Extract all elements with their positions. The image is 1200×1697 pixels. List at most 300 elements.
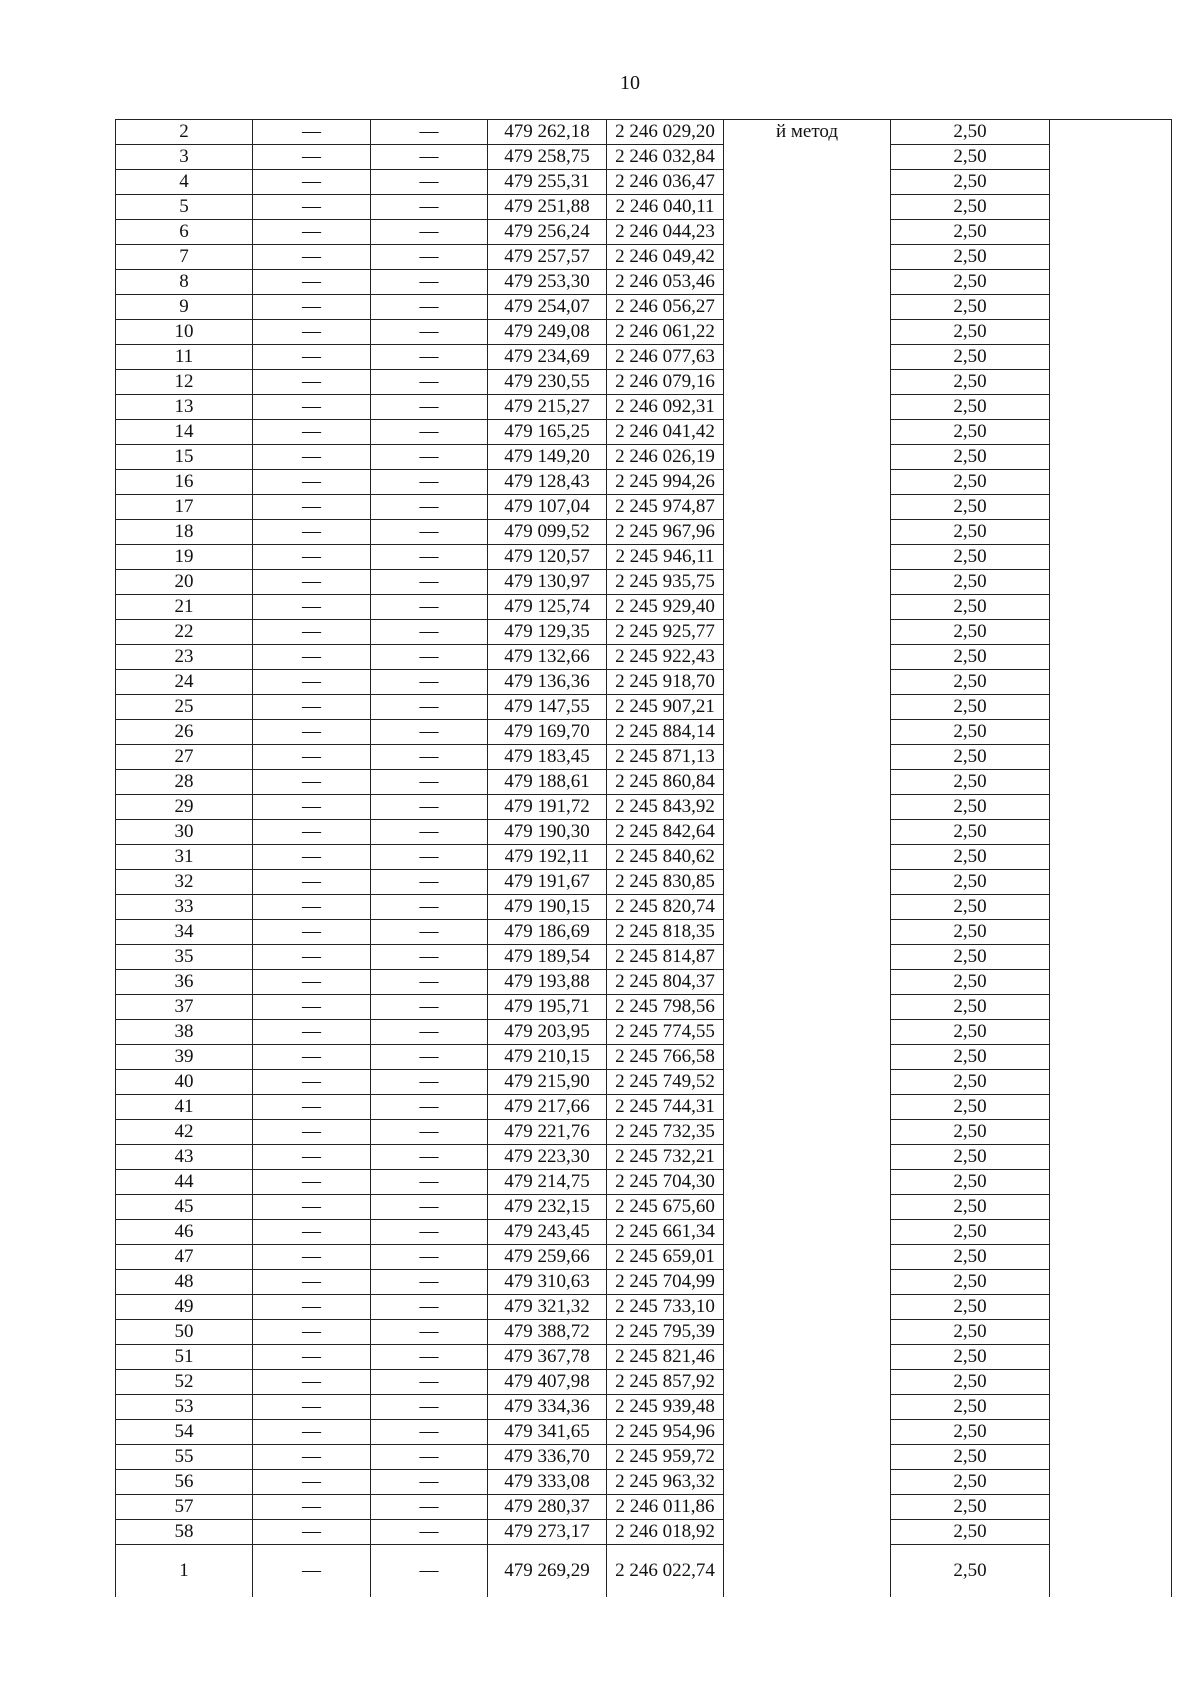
coordinate-y-cell: 2 246 032,84 — [607, 145, 724, 170]
coordinate-x-cell: 479 232,15 — [488, 1195, 607, 1220]
dash-cell-a: — — [253, 945, 371, 970]
dash-cell-b: — — [371, 145, 488, 170]
coordinate-x-cell: 479 259,66 — [488, 1245, 607, 1270]
point-number-cell: 13 — [116, 395, 253, 420]
dash-cell-a: — — [253, 1320, 371, 1345]
table-row — [116, 470, 1172, 495]
dash-cell-a: — — [253, 770, 371, 795]
table-row — [116, 595, 1172, 620]
accuracy-value-cell: 2,50 — [891, 620, 1050, 645]
accuracy-value-cell: 2,50 — [891, 370, 1050, 395]
accuracy-value-cell: 2,50 — [891, 195, 1050, 220]
coordinate-y-cell: 2 245 922,43 — [607, 645, 724, 670]
page-number: 10 — [620, 72, 640, 94]
coordinate-x-cell: 479 321,32 — [488, 1295, 607, 1320]
dash-cell-a: — — [253, 545, 371, 570]
accuracy-value-cell: 2,50 — [891, 645, 1050, 670]
accuracy-value-cell: 2,50 — [891, 720, 1050, 745]
table-row — [116, 1445, 1172, 1470]
dash-cell-b: — — [371, 395, 488, 420]
table-row — [116, 1070, 1172, 1095]
dash-cell-b: — — [371, 645, 488, 670]
coordinate-x-cell: 479 136,36 — [488, 670, 607, 695]
point-number-cell: 47 — [116, 1245, 253, 1270]
dash-cell-a: — — [253, 995, 371, 1020]
point-number-cell: 14 — [116, 420, 253, 445]
dash-cell-a: — — [253, 1195, 371, 1220]
accuracy-value-cell: 2,50 — [891, 545, 1050, 570]
table-row — [116, 995, 1172, 1020]
dash-cell-a: — — [253, 1070, 371, 1095]
table-row — [116, 1120, 1172, 1145]
table-row — [116, 395, 1172, 420]
table-row — [116, 1470, 1172, 1495]
dash-cell-a: — — [253, 1095, 371, 1120]
accuracy-value-cell: 2,50 — [891, 1095, 1050, 1120]
accuracy-value-cell: 2,50 — [891, 1370, 1050, 1395]
coordinate-x-cell: 479 234,69 — [488, 345, 607, 370]
dash-cell-a: — — [253, 820, 371, 845]
accuracy-value-cell: 2,50 — [891, 920, 1050, 945]
coordinate-y-cell: 2 245 939,48 — [607, 1395, 724, 1420]
coordinate-y-cell: 2 245 744,31 — [607, 1095, 724, 1120]
coordinate-y-cell: 2 245 732,21 — [607, 1145, 724, 1170]
coordinate-y-cell: 2 245 860,84 — [607, 770, 724, 795]
point-number-cell: 25 — [116, 695, 253, 720]
coordinate-y-cell: 2 245 871,13 — [607, 745, 724, 770]
coordinate-x-cell: 479 221,76 — [488, 1120, 607, 1145]
accuracy-value-cell: 2,50 — [891, 1245, 1050, 1270]
dash-cell-a: — — [253, 470, 371, 495]
dash-cell-b: — — [371, 1070, 488, 1095]
accuracy-value-cell: 2,50 — [891, 745, 1050, 770]
coordinate-x-cell: 479 388,72 — [488, 1320, 607, 1345]
coordinate-x-cell: 479 215,90 — [488, 1070, 607, 1095]
accuracy-value-cell: 2,50 — [891, 420, 1050, 445]
coordinate-x-cell: 479 129,35 — [488, 620, 607, 645]
accuracy-value-cell: 2,50 — [891, 145, 1050, 170]
coordinate-x-cell: 479 214,75 — [488, 1170, 607, 1195]
dash-cell-b: — — [371, 1220, 488, 1245]
dash-cell-b: — — [371, 295, 488, 320]
coordinate-x-cell: 479 254,07 — [488, 295, 607, 320]
coordinate-y-cell: 2 245 818,35 — [607, 920, 724, 945]
dash-cell-a: — — [253, 370, 371, 395]
coordinate-x-cell: 479 193,88 — [488, 970, 607, 995]
accuracy-value-cell: 2,50 — [891, 1345, 1050, 1370]
point-number-cell: 17 — [116, 495, 253, 520]
dash-cell-a: — — [253, 1345, 371, 1370]
dash-cell-b: — — [371, 270, 488, 295]
dash-cell-b: — — [371, 745, 488, 770]
dash-cell-b: — — [371, 1345, 488, 1370]
table-row — [116, 1395, 1172, 1420]
dash-cell-a: — — [253, 1120, 371, 1145]
coordinate-x-cell: 479 203,95 — [488, 1020, 607, 1045]
point-number-cell: 45 — [116, 1195, 253, 1220]
dash-cell-b: — — [371, 220, 488, 245]
point-number-cell: 29 — [116, 795, 253, 820]
point-number-cell: 18 — [116, 520, 253, 545]
coordinate-y-cell: 2 245 925,77 — [607, 620, 724, 645]
dash-cell-a: — — [253, 620, 371, 645]
point-number-cell: 6 — [116, 220, 253, 245]
dash-cell-a: — — [253, 1295, 371, 1320]
accuracy-value-cell: 2,50 — [891, 395, 1050, 420]
coordinate-x-cell: 479 262,18 — [488, 120, 607, 145]
point-number-cell: 58 — [116, 1520, 253, 1545]
point-number-cell: 54 — [116, 1420, 253, 1445]
coordinate-x-cell: 479 310,63 — [488, 1270, 607, 1295]
dash-cell-a: — — [253, 595, 371, 620]
coordinate-x-cell: 479 243,45 — [488, 1220, 607, 1245]
dash-cell-b: — — [371, 1170, 488, 1195]
accuracy-value-cell: 2,50 — [891, 1170, 1050, 1195]
accuracy-value-cell: 2,50 — [891, 1045, 1050, 1070]
table-row — [116, 745, 1172, 770]
accuracy-value-cell: 2,50 — [891, 295, 1050, 320]
accuracy-value-cell: 2,50 — [891, 795, 1050, 820]
dash-cell-b: — — [371, 470, 488, 495]
dash-cell-b: — — [371, 820, 488, 845]
point-number-cell: 3 — [116, 145, 253, 170]
table-row — [116, 345, 1172, 370]
accuracy-value-cell: 2,50 — [891, 1445, 1050, 1470]
table-row — [116, 520, 1172, 545]
coordinate-x-cell: 479 223,30 — [488, 1145, 607, 1170]
coordinate-y-cell: 2 245 704,30 — [607, 1170, 724, 1195]
coordinate-y-cell: 2 245 842,64 — [607, 820, 724, 845]
coordinate-x-cell: 479 257,57 — [488, 245, 607, 270]
dash-cell-a: — — [253, 570, 371, 595]
accuracy-value-cell: 2,50 — [891, 245, 1050, 270]
coordinate-y-cell: 2 245 918,70 — [607, 670, 724, 695]
dash-cell-b: — — [371, 895, 488, 920]
point-number-cell: 37 — [116, 995, 253, 1020]
table-row — [116, 1045, 1172, 1070]
accuracy-value-cell: 2,50 — [891, 595, 1050, 620]
point-number-cell: 7 — [116, 245, 253, 270]
dash-cell-b: — — [371, 695, 488, 720]
table-row — [116, 445, 1172, 470]
dash-cell-b: — — [371, 170, 488, 195]
dash-cell-b: — — [371, 495, 488, 520]
coordinates-table — [115, 119, 1172, 1597]
dash-cell-b: — — [371, 370, 488, 395]
dash-cell-b: — — [371, 1195, 488, 1220]
table-row — [116, 545, 1172, 570]
coordinate-y-cell: 2 245 959,72 — [607, 1445, 724, 1470]
dash-cell-b: — — [371, 420, 488, 445]
dash-cell-b: — — [371, 845, 488, 870]
point-number-cell: 50 — [116, 1320, 253, 1345]
point-number-cell: 26 — [116, 720, 253, 745]
dash-cell-a: — — [253, 220, 371, 245]
dash-cell-a: — — [253, 695, 371, 720]
table-row — [116, 870, 1172, 895]
coordinate-x-cell: 479 169,70 — [488, 720, 607, 745]
point-number-cell: 57 — [116, 1495, 253, 1520]
accuracy-value-cell: 2,50 — [891, 1395, 1050, 1420]
table-row — [116, 1495, 1172, 1520]
coordinate-x-cell: 479 186,69 — [488, 920, 607, 945]
dash-cell-b: — — [371, 670, 488, 695]
coordinate-x-cell: 479 192,11 — [488, 845, 607, 870]
accuracy-value-cell: 2,50 — [891, 1320, 1050, 1345]
table-row — [116, 1095, 1172, 1120]
point-number-cell: 5 — [116, 195, 253, 220]
accuracy-value-cell: 2,50 — [891, 220, 1050, 245]
accuracy-value-cell: 2,50 — [891, 570, 1050, 595]
coordinate-y-cell: 2 245 661,34 — [607, 1220, 724, 1245]
dash-cell-b: — — [371, 945, 488, 970]
dash-cell-a: — — [253, 1220, 371, 1245]
accuracy-value-cell: 2,50 — [891, 170, 1050, 195]
dash-cell-a: — — [253, 1420, 371, 1445]
coordinate-y-cell: 2 245 857,92 — [607, 1370, 724, 1395]
coordinate-y-cell: 2 246 036,47 — [607, 170, 724, 195]
coordinate-x-cell: 479 195,71 — [488, 995, 607, 1020]
point-number-cell: 52 — [116, 1370, 253, 1395]
point-number-cell: 56 — [116, 1470, 253, 1495]
point-number-cell: 43 — [116, 1145, 253, 1170]
coordinate-x-cell: 479 132,66 — [488, 645, 607, 670]
coordinate-x-cell: 479 217,66 — [488, 1095, 607, 1120]
accuracy-value-cell: 2,50 — [891, 495, 1050, 520]
point-number-cell: 53 — [116, 1395, 253, 1420]
accuracy-value-cell: 2,50 — [891, 1270, 1050, 1295]
coordinate-y-cell: 2 245 749,52 — [607, 1070, 724, 1095]
coordinate-x-cell: 479 191,72 — [488, 795, 607, 820]
table-row — [116, 170, 1172, 195]
point-number-cell: 1 — [116, 1545, 253, 1598]
point-number-cell: 21 — [116, 595, 253, 620]
table-row — [116, 795, 1172, 820]
accuracy-value-cell: 2,50 — [891, 320, 1050, 345]
table-row — [116, 720, 1172, 745]
table-row — [116, 820, 1172, 845]
point-number-cell: 51 — [116, 1345, 253, 1370]
table-row — [116, 1220, 1172, 1245]
accuracy-value-cell: 2,50 — [891, 670, 1050, 695]
point-number-cell: 44 — [116, 1170, 253, 1195]
dash-cell-b: — — [371, 1320, 488, 1345]
dash-cell-b: — — [371, 1470, 488, 1495]
point-number-cell: 55 — [116, 1445, 253, 1470]
coordinate-y-cell: 2 245 704,99 — [607, 1270, 724, 1295]
dash-cell-a: — — [253, 920, 371, 945]
coordinate-y-cell: 2 246 011,86 — [607, 1495, 724, 1520]
dash-cell-b: — — [371, 595, 488, 620]
table-row — [116, 1345, 1172, 1370]
dash-cell-a: — — [253, 1520, 371, 1545]
point-number-cell: 16 — [116, 470, 253, 495]
table-row — [116, 695, 1172, 720]
accuracy-value-cell: 2,50 — [891, 1070, 1050, 1095]
dash-cell-b: — — [371, 920, 488, 945]
table-row — [116, 620, 1172, 645]
dash-cell-a: — — [253, 1245, 371, 1270]
dash-cell-a: — — [253, 1045, 371, 1070]
coordinate-y-cell: 2 245 840,62 — [607, 845, 724, 870]
point-number-cell: 28 — [116, 770, 253, 795]
dash-cell-a: — — [253, 720, 371, 745]
coordinate-x-cell: 479 125,74 — [488, 595, 607, 620]
dash-cell-b: — — [371, 195, 488, 220]
point-number-cell: 33 — [116, 895, 253, 920]
coordinate-y-cell: 2 245 766,58 — [607, 1045, 724, 1070]
point-number-cell: 36 — [116, 970, 253, 995]
accuracy-value-cell: 2,50 — [891, 1545, 1050, 1598]
dash-cell-b: — — [371, 1370, 488, 1395]
accuracy-value-cell: 2,50 — [891, 870, 1050, 895]
dash-cell-a: — — [253, 745, 371, 770]
coordinate-x-cell: 479 215,27 — [488, 395, 607, 420]
coordinate-x-cell: 479 189,54 — [488, 945, 607, 970]
point-number-cell: 30 — [116, 820, 253, 845]
table-row — [116, 845, 1172, 870]
table-row — [116, 320, 1172, 345]
coordinate-y-cell: 2 245 974,87 — [607, 495, 724, 520]
coordinate-y-cell: 2 246 029,20 — [607, 120, 724, 145]
accuracy-value-cell: 2,50 — [891, 1020, 1050, 1045]
table-row — [116, 1320, 1172, 1345]
coordinate-x-cell: 479 255,31 — [488, 170, 607, 195]
coordinate-y-cell: 2 245 821,46 — [607, 1345, 724, 1370]
coordinate-y-cell: 2 245 884,14 — [607, 720, 724, 745]
coordinate-y-cell: 2 245 798,56 — [607, 995, 724, 1020]
table-row — [116, 195, 1172, 220]
dash-cell-a: — — [253, 1270, 371, 1295]
table-row — [116, 895, 1172, 920]
accuracy-value-cell: 2,50 — [891, 120, 1050, 145]
table-row — [116, 420, 1172, 445]
dash-cell-a: — — [253, 320, 371, 345]
coordinate-x-cell: 479 210,15 — [488, 1045, 607, 1070]
table-row — [116, 645, 1172, 670]
table-row — [116, 1145, 1172, 1170]
coordinate-x-cell: 479 128,43 — [488, 470, 607, 495]
table-row — [116, 1270, 1172, 1295]
table-row — [116, 1370, 1172, 1395]
table-row — [116, 1170, 1172, 1195]
dash-cell-b: — — [371, 1395, 488, 1420]
dash-cell-a: — — [253, 170, 371, 195]
point-number-cell: 31 — [116, 845, 253, 870]
point-number-cell: 32 — [116, 870, 253, 895]
point-number-cell: 22 — [116, 620, 253, 645]
coordinate-y-cell: 2 246 053,46 — [607, 270, 724, 295]
coordinate-y-cell: 2 245 929,40 — [607, 595, 724, 620]
dash-cell-a: — — [253, 245, 371, 270]
coordinate-y-cell: 2 245 804,37 — [607, 970, 724, 995]
accuracy-value-cell: 2,50 — [891, 820, 1050, 845]
coordinate-x-cell: 479 230,55 — [488, 370, 607, 395]
dash-cell-b: — — [371, 320, 488, 345]
table-row — [116, 570, 1172, 595]
point-number-cell: 40 — [116, 1070, 253, 1095]
coordinate-x-cell: 479 147,55 — [488, 695, 607, 720]
coordinate-x-cell: 479 165,25 — [488, 420, 607, 445]
point-number-cell: 48 — [116, 1270, 253, 1295]
point-number-cell: 4 — [116, 170, 253, 195]
table-row — [116, 970, 1172, 995]
coordinate-x-cell: 479 407,98 — [488, 1370, 607, 1395]
dash-cell-a: — — [253, 270, 371, 295]
coordinate-y-cell: 2 245 795,39 — [607, 1320, 724, 1345]
coordinates-table-body — [116, 120, 1172, 1598]
coordinate-x-cell: 479 099,52 — [488, 520, 607, 545]
accuracy-value-cell: 2,50 — [891, 1145, 1050, 1170]
coordinate-y-cell: 2 245 830,85 — [607, 870, 724, 895]
dash-cell-b: — — [371, 970, 488, 995]
table-row — [116, 1195, 1172, 1220]
point-number-cell: 49 — [116, 1295, 253, 1320]
dash-cell-a: — — [253, 895, 371, 920]
dash-cell-a: — — [253, 1170, 371, 1195]
accuracy-value-cell: 2,50 — [891, 895, 1050, 920]
coordinate-x-cell: 479 336,70 — [488, 1445, 607, 1470]
coordinate-y-cell: 2 245 967,96 — [607, 520, 724, 545]
coordinate-y-cell: 2 245 733,10 — [607, 1295, 724, 1320]
coordinate-y-cell: 2 245 946,11 — [607, 545, 724, 570]
coordinate-y-cell: 2 245 820,74 — [607, 895, 724, 920]
coordinate-y-cell: 2 245 954,96 — [607, 1420, 724, 1445]
coordinate-y-cell: 2 245 732,35 — [607, 1120, 724, 1145]
dash-cell-b: — — [371, 1270, 488, 1295]
coordinate-x-cell: 479 191,67 — [488, 870, 607, 895]
coordinate-x-cell: 479 190,30 — [488, 820, 607, 845]
accuracy-value-cell: 2,50 — [891, 970, 1050, 995]
coordinate-x-cell: 479 269,29 — [488, 1545, 607, 1598]
accuracy-value-cell: 2,50 — [891, 1520, 1050, 1545]
accuracy-value-cell: 2,50 — [891, 1495, 1050, 1520]
point-number-cell: 8 — [116, 270, 253, 295]
coordinate-x-cell: 479 251,88 — [488, 195, 607, 220]
point-number-cell: 41 — [116, 1095, 253, 1120]
coordinate-y-cell: 2 246 018,92 — [607, 1520, 724, 1545]
coordinate-x-cell: 479 130,97 — [488, 570, 607, 595]
point-number-cell: 10 — [116, 320, 253, 345]
point-number-cell: 11 — [116, 345, 253, 370]
point-number-cell: 20 — [116, 570, 253, 595]
coordinate-y-cell: 2 246 092,31 — [607, 395, 724, 420]
coordinate-x-cell: 479 120,57 — [488, 545, 607, 570]
coordinate-x-cell: 479 333,08 — [488, 1470, 607, 1495]
dash-cell-b: — — [371, 445, 488, 470]
accuracy-value-cell: 2,50 — [891, 345, 1050, 370]
dash-cell-b: — — [371, 620, 488, 645]
table-row — [116, 120, 1172, 145]
coordinate-y-cell: 2 246 022,74 — [607, 1545, 724, 1598]
coordinate-x-cell: 479 280,37 — [488, 1495, 607, 1520]
dash-cell-a: — — [253, 495, 371, 520]
dash-cell-b: — — [371, 520, 488, 545]
dash-cell-b: — — [371, 570, 488, 595]
table-row — [116, 920, 1172, 945]
point-number-cell: 27 — [116, 745, 253, 770]
dash-cell-b: — — [371, 770, 488, 795]
table-row — [116, 1520, 1172, 1545]
accuracy-value-cell: 2,50 — [891, 520, 1050, 545]
point-number-cell: 46 — [116, 1220, 253, 1245]
table-row — [116, 1420, 1172, 1445]
coordinate-x-cell: 479 256,24 — [488, 220, 607, 245]
dash-cell-b: — — [371, 1420, 488, 1445]
table-row — [116, 1545, 1172, 1598]
point-number-cell: 24 — [116, 670, 253, 695]
coordinate-x-cell: 479 107,04 — [488, 495, 607, 520]
